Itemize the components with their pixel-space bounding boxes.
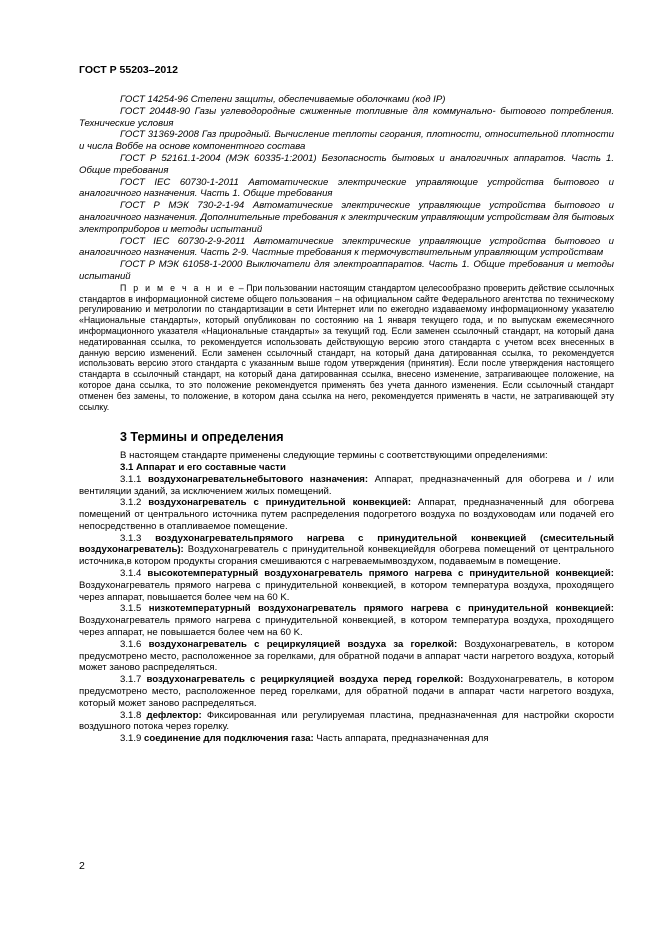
definition-text: Воздухонагреватель, в котором предусмотрено место, расположенное перед горелками, для обратной подачи в аппарат части нагретого воздуха, который может заново распределяться.: [79, 674, 614, 709]
section-title: 3 Термины и определения: [120, 430, 284, 445]
page-content: [79, 94, 614, 745]
definition-term: воздухонагреватель с принудительной конвекцией:: [148, 497, 412, 509]
definition-term: воздухонагреватель с рециркуляцией воздуха перед горелкой:: [146, 674, 464, 686]
definition-text: Воздухонагреватель, в котором предусмотрено место, расположенное за горелками, для обратной подачи в аппарат части нагретого воздуха, который может заново распределяться.: [79, 638, 614, 674]
reference-item: ГОСТ 14254-96 Степени защиты, обеспечиваемые оболочками (код IP): [120, 94, 446, 105]
definition-item: [79, 568, 614, 603]
definition-text: Аппарат, предназначенный для обогрева и / или вентиляции зданий, за исключением жилых помещений.: [79, 473, 614, 497]
definition-text: Воздухонагреватель прямого нагрева с принудительной конвекцией, в котором температура воздуха, проходящего через аппарат, не повышается более чем на 60 K.: [79, 615, 614, 639]
references-list: [79, 94, 614, 283]
reference-item: ГОСТ Р 52161.1-2004 (МЭК 60335-1:2001) Безопасность бытовых и аналогичных аппаратов. Часть 1. Общие требования: [79, 152, 614, 176]
definition-term: дефлектор:: [146, 709, 202, 721]
definition-number: 3.1.8: [120, 709, 147, 721]
definition-item: [79, 674, 614, 709]
definition-number: 3.1.1: [120, 473, 148, 485]
definition-number: 3.1.5: [120, 603, 149, 615]
definition-number: 3.1.2: [120, 497, 149, 509]
definition-term: соединение для подключения газа:: [144, 733, 314, 745]
document-header: ГОСТ Р 55203–2012: [79, 64, 178, 76]
definition-text: Воздухонагреватель с принудительной конвекциейдля обогрева помещений от центрального источника,в котором продукты сгорания смешиваются с нагреваемымвоздухом, подаваемым в помещение.: [79, 544, 614, 568]
definition-item: [79, 603, 614, 638]
reference-item: ГОСТ IEC 60730-2-9-2011 Автоматические электрические управляющие устройства бытового и аналогичного назначения. Часть 2-9. Частные требования к термочувствительным управляющим устройствам: [79, 235, 614, 259]
definition-term: воздухонагреватель с рециркуляцией воздуха за горелкой:: [148, 638, 458, 650]
definition-term: низкотемпературный воздухонагреватель прямого нагрева с принудительной конвекцией:: [148, 603, 614, 615]
reference-item: ГОСТ Р МЭК 730-2-1-94 Автоматические электрические управляющие устройства бытового и аналогичного назначения. Дополнительные требования к электрическим управляющим устройствам для бытовых электроприборов и методы испытаний: [79, 200, 614, 235]
definition-number: 3.1.4: [120, 568, 148, 580]
subsection-heading: 3.1 Аппарат и его составные части: [120, 461, 286, 473]
reference-item: ГОСТ 20448-90 Газы углеводородные сжиженные топливные для коммунально- бытового потребления. Технические условия: [79, 105, 614, 129]
definition-number: 3.1.7: [120, 674, 147, 686]
note-text: – При пользовании настоящим стандартом целесообразно проверить действие ссылочных стандартов в информационной системе общего пользования – на официальном сайте Федерального агентства по техническому регулированию и метрологии по стандартизации в сети Интернет или по ежегодно издаваемому информационному указателю «Национальные стандарты», который опубликован по состоянию на 1 января текущего года, и по выпускам ежемесячного информационного указателя «Национальные стандарты» за текущий год. Если заменен ссылочный стандарт, на который дана недатированная ссылка, то рекомендуется использовать действующую версию этого стандарта с учетом всех внесенных в данную версию изменений. Если заменен ссылочный стандарт, на который дана датированная ссылка, то рекомендуется использовать версию этого стандарта с указанным выше годом утверждения (принятия). Если после утверждения настоящего стандарта в ссылочный стандарт, на который дана датированная ссылка, внесено изменение, затрагивающее положение, на которое дана ссылка, то это положение рекомендуется применять без учета данного изменения. Если ссылочный стандарт отменен без замены, то положение, в котором дана ссылка на него, рекомендуется применять в части, не затрагивающей эту ссылку.: [79, 282, 614, 412]
definition-number: 3.1.9: [120, 733, 145, 745]
definition-item: [79, 710, 614, 734]
definition-text: Аппарат, предназначенный для обогрева помещений от центрального источника путем распределения подогретого воздуха по воздуховодам или подачей его непосредственно в отапливаемое помещение.: [79, 497, 614, 532]
definition-item: [79, 639, 614, 674]
section-intro: В настоящем стандарте применены следующие термины с соответствующими определениями:: [120, 450, 548, 462]
reference-item: ГОСТ Р МЭК 61058-1-2000 Выключатели для электроаппаратов. Часть 1. Общие требования и методы испытаний: [79, 259, 614, 282]
definition-text: Воздухонагреватель прямого нагрева с принудительной конвекцией, в котором температура воздуха, проходящего через аппарат, повышается более чем на 60 K.: [79, 579, 614, 603]
definition-text: Фиксированная или регулируемая пластина, предназначенная для настройки скорости воздушного потока через горелку.: [79, 709, 614, 733]
definition-number: 3.1.6: [120, 638, 149, 650]
definition-text: Часть аппарата, предназначенная для: [313, 733, 489, 745]
definition-term: воздухонагревательпрямого нагрева с принудительной конвекцией (смесительный воздухонагреватель):: [79, 532, 614, 556]
reference-item: ГОСТ IEC 60730-1-2011 Автоматические электрические управляющие устройства бытового и аналогичного назначения. Часть 1. Общие требования: [79, 176, 614, 200]
definition-item: [79, 497, 614, 532]
definition-term: высокотемпературный воздухонагреватель прямого нагрева с принудительной конвекцией:: [147, 568, 614, 580]
definition-item: [79, 474, 614, 498]
note-paragraph: [79, 283, 614, 413]
page-number: 2: [79, 860, 85, 872]
definition-number: 3.1.3: [120, 532, 156, 544]
note-label: П р и м е ч а н и е: [120, 282, 237, 293]
reference-item: ГОСТ 31369-2008 Газ природный. Вычисление теплоты сгорания, плотности, относительной плотности и числа Воббе на основе компонентного состава: [79, 129, 614, 153]
definition-item: [79, 533, 614, 568]
definition-term: воздухонагревательнебытового назначения:: [147, 473, 369, 485]
definition-item: [79, 733, 614, 745]
